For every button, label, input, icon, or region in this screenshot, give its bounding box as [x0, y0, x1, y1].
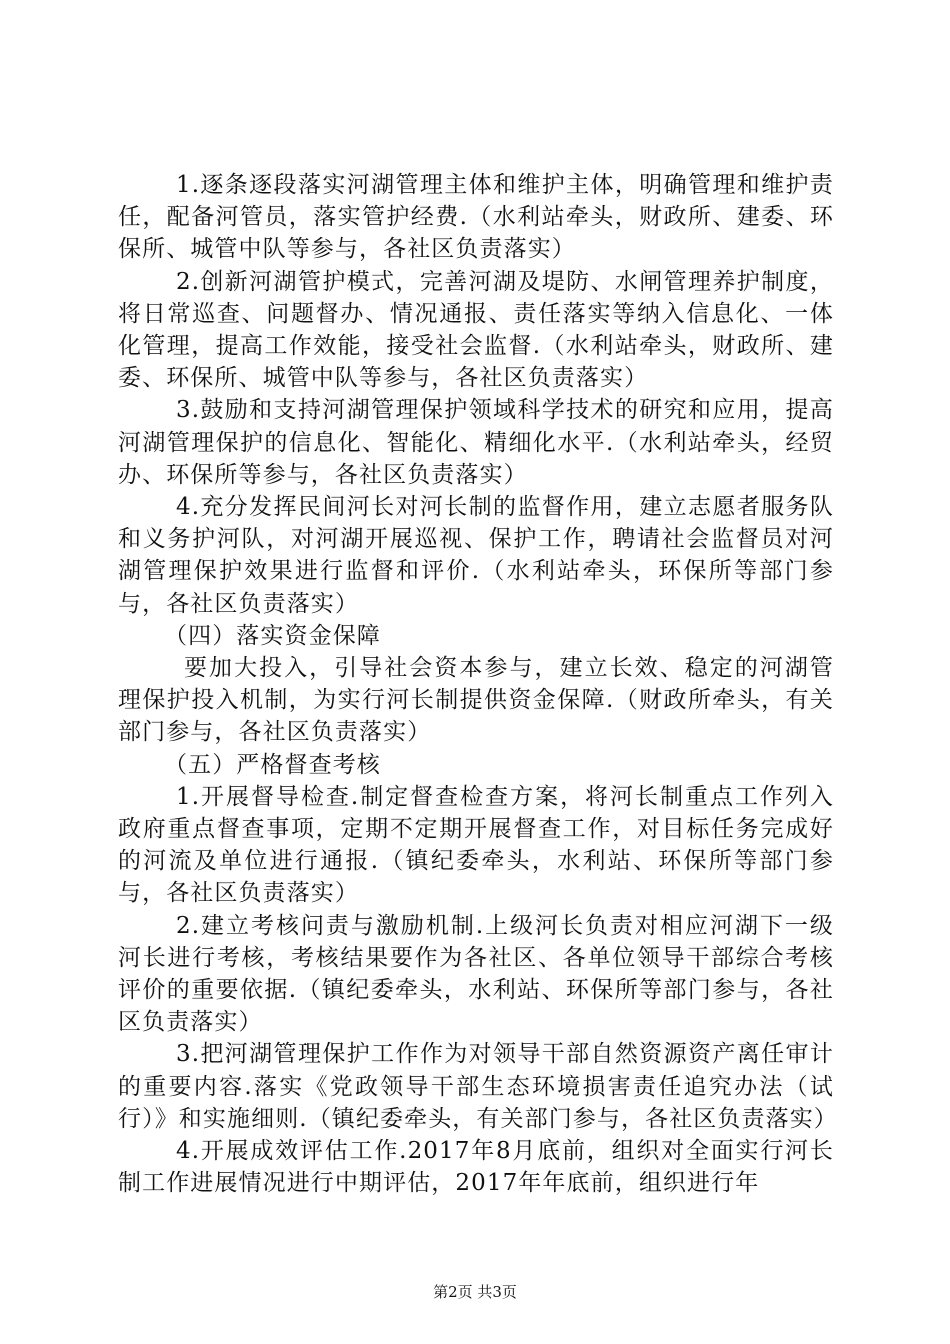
paragraph-1: 1.逐条逐段落实河湖管理主体和维护主体，明确管理和维护责任，配备河管员，落实管护经费.（水利站牵头，财政所、建委、环保所、城管中队等参与，各社区负责落实）	[118, 172, 834, 263]
paragraph-8: 3.把河湖管理保护工作作为对领导干部自然资源资产离任审计的重要内容.落实《党政领导干部生态环境损害责任追究办法（试行）》和实施细则.（镇纪委牵头，有关部门参与，各社区负责落实）	[118, 1041, 838, 1132]
page-footer: 第2页 共3页	[433, 1283, 517, 1301]
paragraph-9: 4.开展成效评估工作.2017年8月底前，组织对全面实行河长制工作进展情况进行中期评估，2017年年底前，组织进行年	[118, 1138, 834, 1197]
paragraph-4: 4.充分发挥民间河长对河长制的监督作用，建立志愿者服务队和义务护河队，对河湖开展巡视、保护工作，聘请社会监督员对河湖管理保护效果进行监督和评价.（水利站牵头，环保所等部门参与，各社区负责落实）	[118, 494, 834, 617]
section-heading-5: （五）严格督查考核	[164, 751, 381, 778]
document-body	[118, 169, 838, 1200]
paragraph-5: 要加大投入，引导社会资本参与，建立长效、稳定的河湖管理保护投入机制，为实行河长制提供资金保障.（财政所牵头，有关部门参与，各社区负责落实）	[118, 655, 834, 746]
paragraph-6: 1.开展督导检查.制定督查检查方案，将河长制重点工作列入政府重点督查事项，定期不定期开展督查工作，对目标任务完成好的河流及单位进行通报.（镇纪委牵头，水利站、环保所等部门参与，各社区负责落实）	[118, 783, 834, 907]
section-heading-4: （四）落实资金保障	[164, 622, 381, 649]
paragraph-2: 2.创新河湖管护模式，完善河湖及堤防、水闸管理养护制度，将日常巡查、问题督办、情况通报、责任落实等纳入信息化、一体化管理，提高工作效能，接受社会监督.（水利站牵头，财政所、建委、环保所、城管中队等参与，各社区负责落实）	[118, 268, 834, 392]
paragraph-7: 2.建立考核问责与激励机制.上级河长负责对相应河湖下一级河长进行考核，考核结果要作为各社区、各单位领导干部综合考核评价的重要依据.（镇纪委牵头，水利站、环保所等部门参与，各社区负责落实）	[118, 912, 834, 1036]
paragraph-3: 3.鼓励和支持河湖管理保护领域科学技术的研究和应用，提高河湖管理保护的信息化、智能化、精细化水平.（水利站牵头，经贸办、环保所等参与，各社区负责落实）	[118, 397, 834, 488]
